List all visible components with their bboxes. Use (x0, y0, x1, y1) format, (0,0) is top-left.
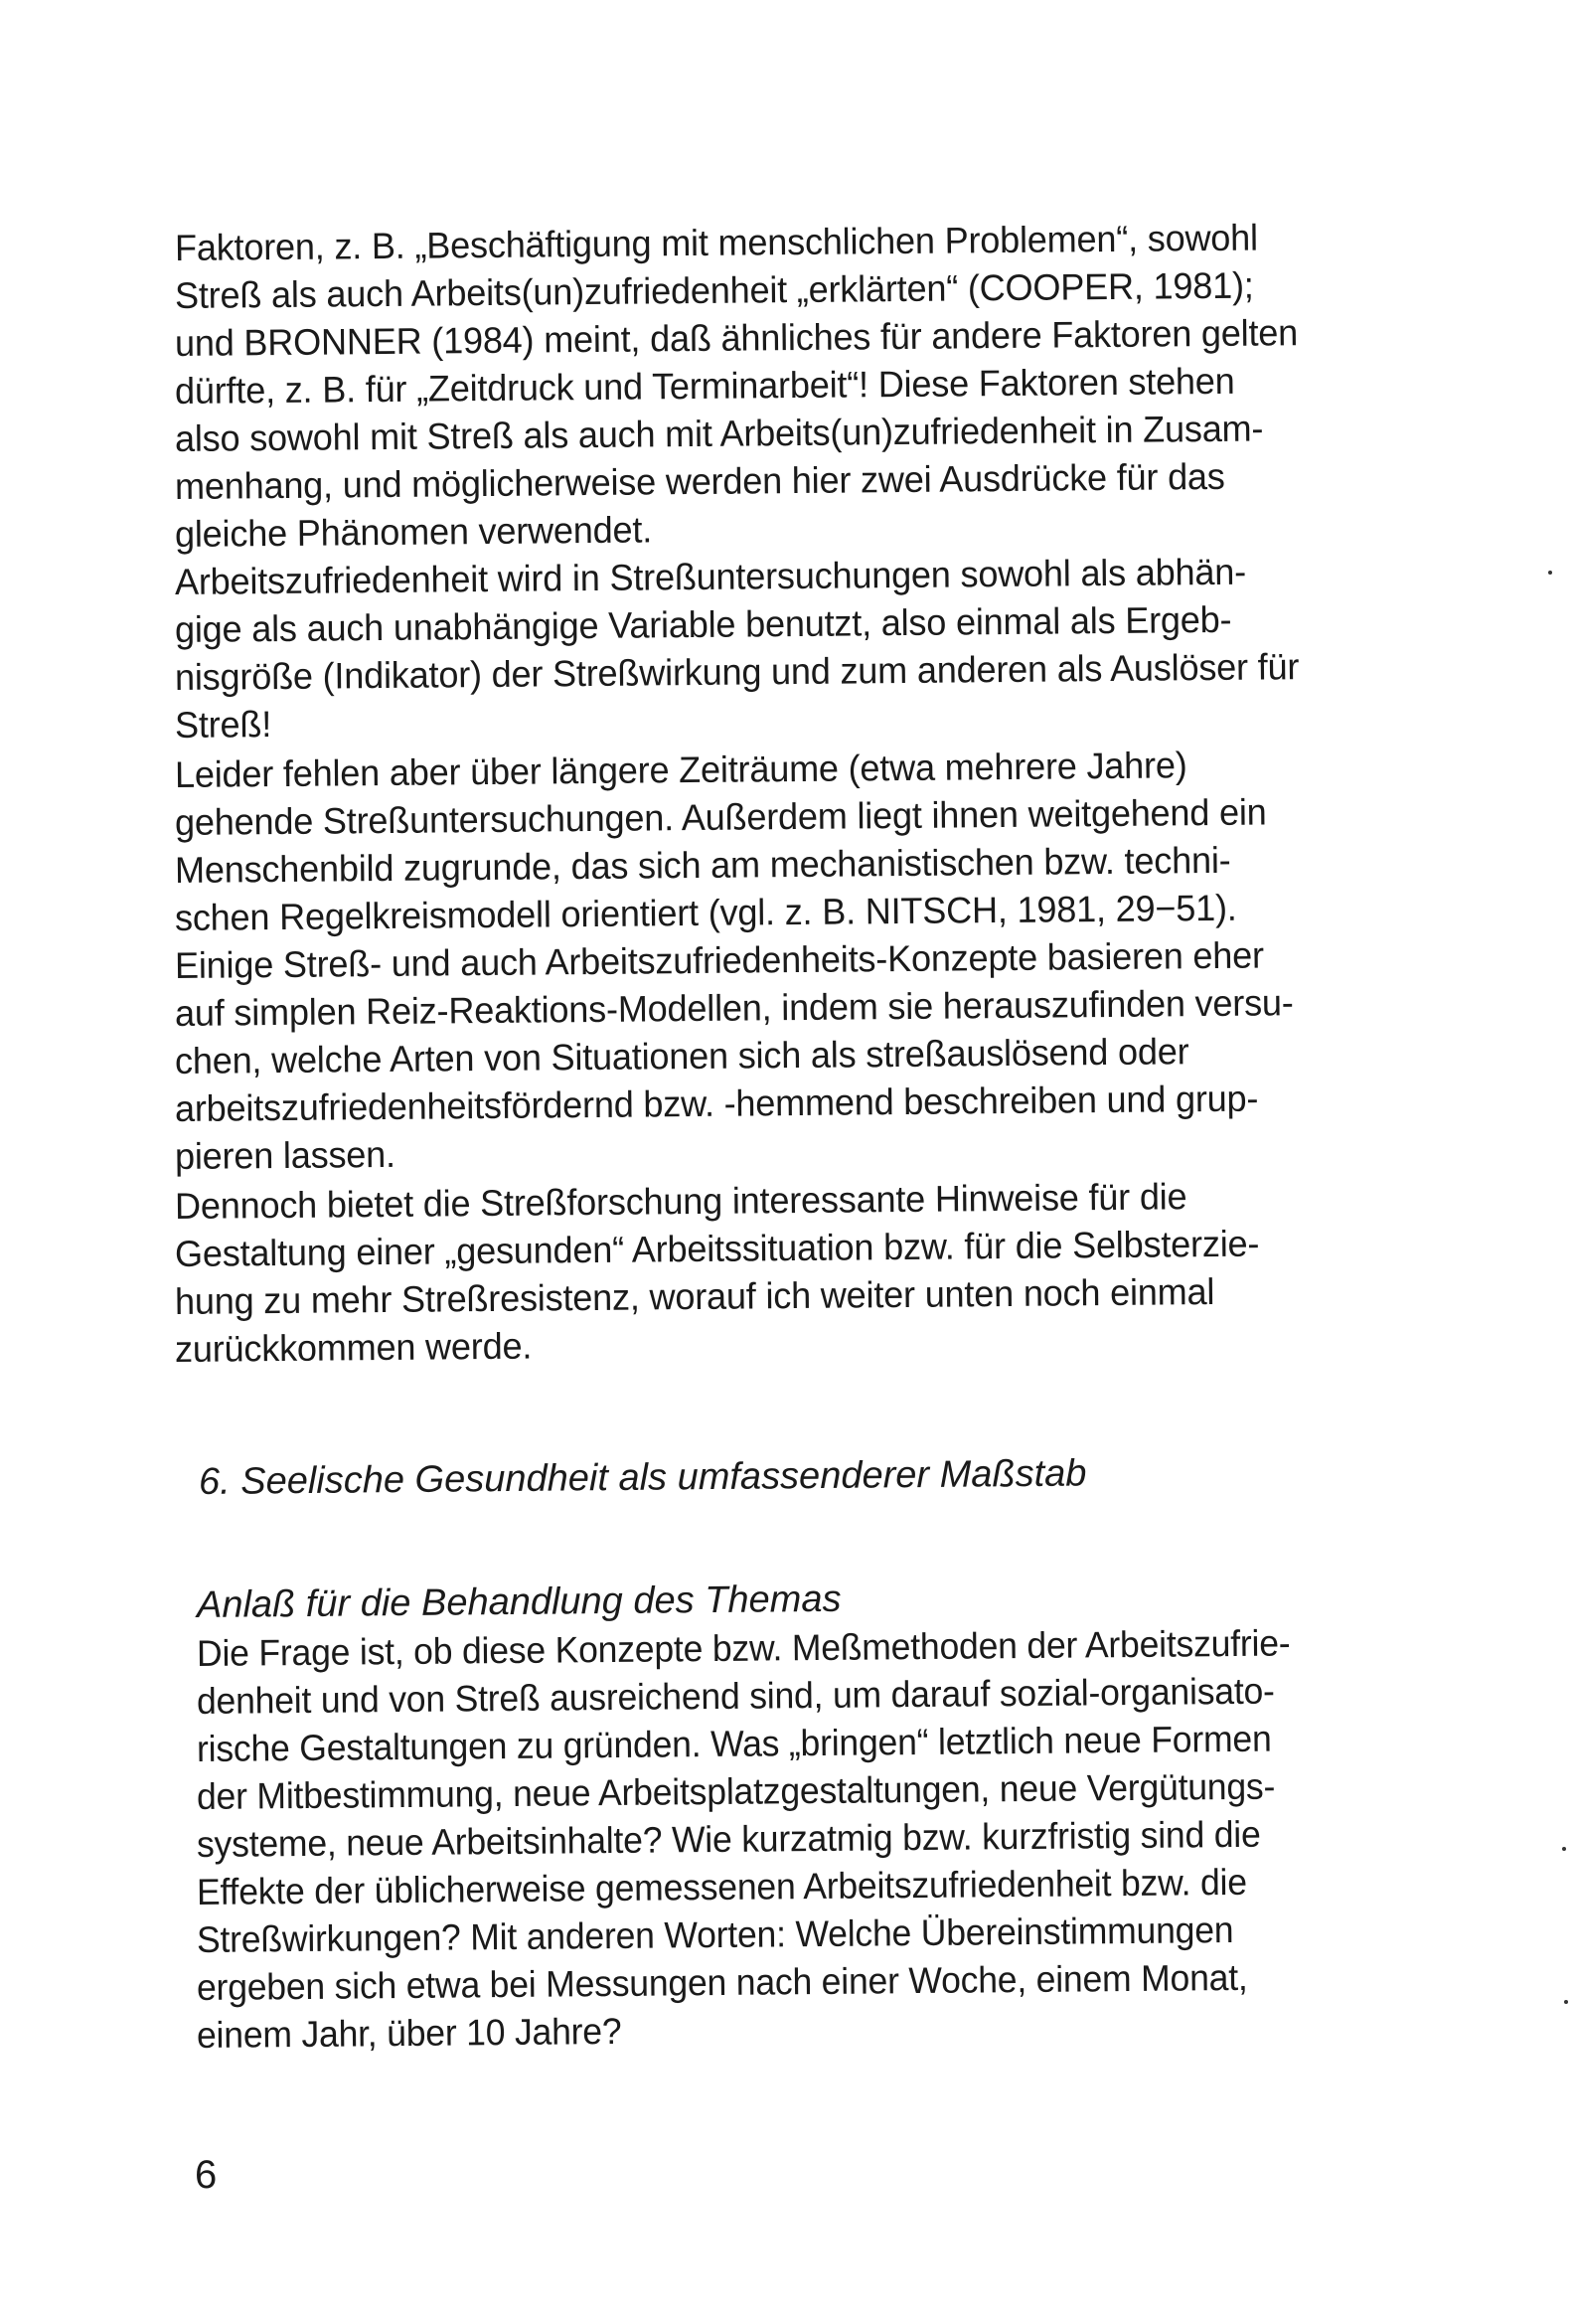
text-line: Dennoch bietet die Streßforschung interessante Hinweise für die (174, 1176, 1187, 1227)
text-line: pieren lassen. (174, 1133, 396, 1177)
text-line: zurückkommen werde. (174, 1325, 533, 1370)
text-line: Streß als auch Arbeits(un)zufriedenheit „erklärten“ (COOPER, 1981); (174, 264, 1254, 316)
text-line: denheit und von Streß ausreichend sind, um darauf sozial-organisato- (196, 1670, 1275, 1722)
text-line: gige als auch unabhängige Variable benutzt, also einmal als Ergeb- (174, 598, 1232, 650)
text-line: auf simplen Reiz-Reaktions-Modellen, indem sie herauszufinden versu- (174, 982, 1294, 1034)
text-line: arbeitszufriedenheitsfördernd bzw. -hemmend beschreiben und grup- (174, 1078, 1259, 1129)
text-line: rische Gestaltungen zu gründen. Was „bringen“ letztlich neue Formen (196, 1718, 1272, 1769)
scan-speck (1564, 2000, 1568, 2004)
text-line: Die Frage ist, ob diese Konzepte bzw. Meßmethoden der Arbeitszufrie- (196, 1622, 1291, 1674)
text-line: Einige Streß- und auch Arbeitszufriedenheits-Konzepte basieren eher (174, 934, 1265, 986)
section-heading: 6. Seelische Gesundheit als umfassenderer Maßstab (198, 1452, 1087, 1503)
text-line: menhang, und möglicherweise werden hier zwei Ausdrücke für das (174, 455, 1225, 507)
text-line: dürfte, z. B. für „Zeitdruck und Terminarbeit“! Diese Faktoren stehen (174, 360, 1235, 412)
subsection-heading: Anlaß für die Behandlung des Themas (196, 1577, 842, 1626)
scan-speck (1548, 571, 1552, 575)
text-line: nisgröße (Indikator) der Streßwirkung und zum anderen als Auslöser für (174, 646, 1300, 698)
text-line: gehende Streßuntersuchungen. Außerdem liegt ihnen weitgehend ein (174, 791, 1267, 843)
text-line: Streß! (174, 704, 272, 746)
text-line: der Mitbestimmung, neue Arbeitsplatzgestaltungen, neue Vergütungs- (196, 1765, 1276, 1817)
text-line: ergeben sich etwa bei Messungen nach einer Woche, einem Monat, (196, 1956, 1248, 2008)
text-line: also sowohl mit Streß als auch mit Arbeits(un)zufriedenheit in Zusam- (174, 408, 1264, 459)
text-line: und BRONNER (1984) meint, daß ähnliches für andere Faktoren gelten (174, 312, 1299, 364)
text-line: hung zu mehr Streßresistenz, worauf ich weiter unten noch einmal (174, 1270, 1215, 1322)
text-line: chen, welche Arten von Situationen sich als streßauslösend oder (174, 1031, 1189, 1081)
text-line: Arbeitszufriedenheit wird in Streßuntersuchungen sowohl als abhän- (174, 551, 1247, 602)
text-line: Leider fehlen aber über längere Zeiträume (etwa mehrere Jahre) (174, 745, 1187, 795)
text-line: Gestaltung einer „gesunden“ Arbeitssituation bzw. für die Selbsterzie- (174, 1223, 1260, 1274)
text-line: Streßwirkungen? Mit anderen Worten: Welche Übereinstimmungen (196, 1909, 1234, 1960)
text-line: schen Regelkreismodell orientiert (vgl. z. B. NITSCH, 1981, 29−51). (174, 887, 1237, 938)
text-line: systeme, neue Arbeitsinhalte? Wie kurzatmig bzw. kurzfristig sind die (196, 1813, 1261, 1865)
text-line: einem Jahr, über 10 Jahre? (196, 2010, 622, 2056)
page-number: 6 (195, 2153, 218, 2197)
scan-speck (1562, 1847, 1566, 1851)
text-line: gleiche Phänomen verwendet. (174, 509, 653, 555)
text-line: Menschenbild zugrunde, das sich am mechanistischen bzw. techni- (174, 839, 1231, 891)
text-line: Faktoren, z. B. „Beschäftigung mit menschlichen Problemen“, sowohl (174, 217, 1259, 268)
text-line: Effekte der üblicherweise gemessenen Arbeitszufriedenheit bzw. die (196, 1861, 1247, 1912)
